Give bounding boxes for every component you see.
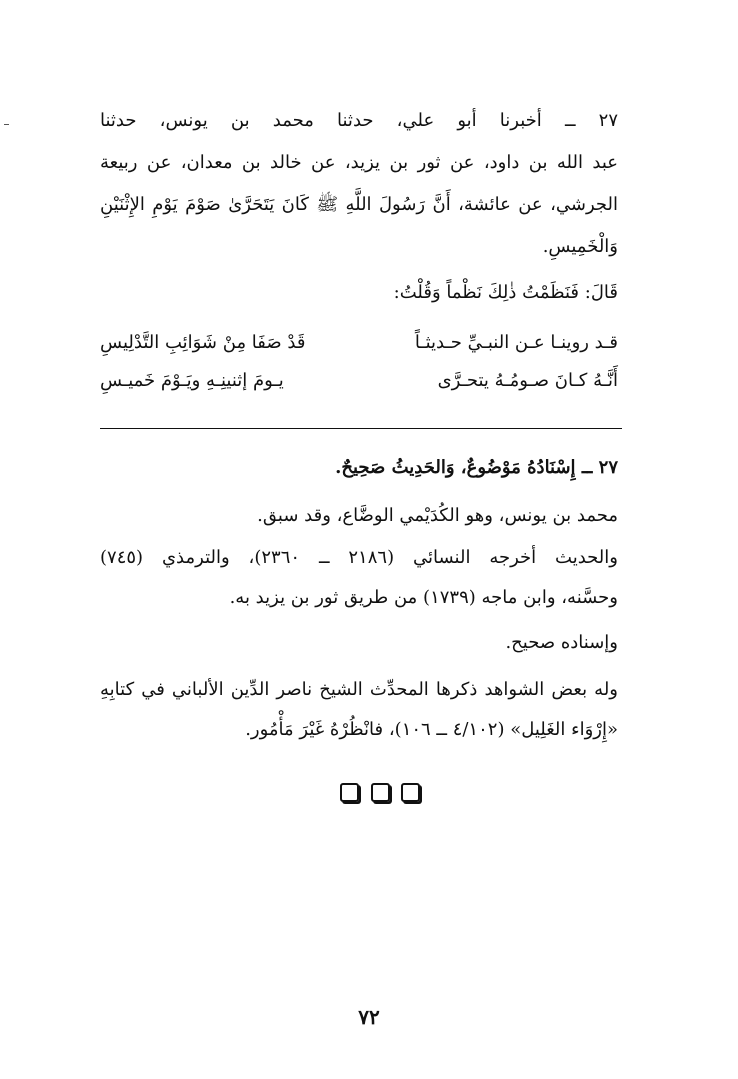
ornament-box: [340, 783, 359, 802]
footnote-line: محمد بن يونس، وهو الكُدَيْمي الوضَّاع، وقد سبق.: [257, 505, 618, 526]
page-number: ٧٢: [358, 1005, 380, 1029]
footnote-line: وله بعض الشواهد ذكرها المحدِّث الشيخ ناصر الدِّين الألباني في كتابِهِ: [100, 679, 618, 700]
poem-intro: قَالَ: فَنَظَمْتُ ذٰلِكَ نَظْماً وَقُلْتُ:: [393, 282, 618, 303]
ornament-box: [401, 783, 420, 802]
hadith-line: عبد الله بن داود، عن ثور بن يزيد، عن خالد بن معدان، عن ربيعة: [100, 152, 618, 173]
hadith-line: وَالْخَمِيسِ.: [542, 236, 618, 257]
verse-1-hemistich-right: قـد روينـا عـن النبـيِّ حـديثـاً: [414, 332, 618, 353]
footnote-heading: ٢٧ ــ إِسْنَادُهُ مَوْضُوعٌ، وَالحَدِيثُ صَحِيحٌ.: [335, 457, 618, 478]
hadith-line: ٢٧ ــ أخبرنا أبو علي، حدثنا محمد بن يونس، حدثنا: [100, 110, 618, 131]
footnote: [100, 0, 618, 780]
verse-2-hemistich-right: أَنَّـهُ كـانَ صـومُـهُ يتحـرَّى: [437, 370, 618, 391]
hadith-line: الجرشي، عن عائشة، أَنَّ رَسُولَ اللَّهِ ﷺ كَانَ يَتَحَرَّىٰ صَوْمَ يَوْمِ الإِثْنَيْنِ: [100, 194, 618, 215]
verse-1-hemistich-left: قَدْ صَفَا مِنْ شَوَائِبِ التَّدْلِيسِ: [100, 332, 306, 353]
verse-2-hemistich-left: يـومَ إثنينِـهِ ويَـوْمَ خَميـسِ: [100, 370, 284, 391]
section-ornament: [340, 783, 420, 802]
footnote-line: والحديث أخرجه النسائي (٢١٨٦ ــ ٢٣٦٠)، والترمذي (٧٤٥): [100, 547, 618, 568]
footnote-line: وإسناده صحيح.: [505, 632, 618, 653]
footnote-line: وحسَّنه، وابن ماجه (١٧٣٩) من طريق ثور بن يزيد به.: [229, 587, 618, 608]
scan-mark: [4, 124, 9, 125]
footnote-line: «إِرْوَاء الغَلِيل» (٤/١٠٢ ــ ١٠٦)، فانْظُرْهُ غَيْرَ مَأْمُور.: [245, 719, 618, 740]
ornament-box: [371, 783, 390, 802]
